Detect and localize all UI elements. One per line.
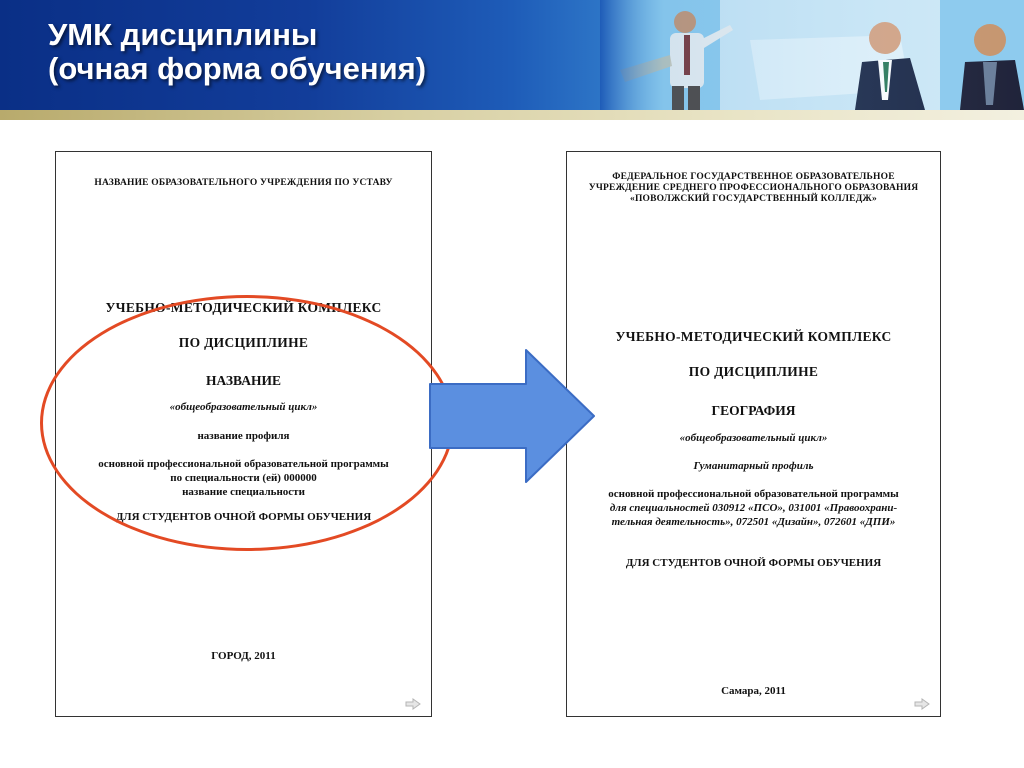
institution-name: НАЗВАНИЕ ОБРАЗОВАТЕЛЬНОГО УЧРЕЖДЕНИЯ ПО УСТАВУ [94, 178, 393, 188]
next-page-arrow-icon[interactable] [914, 698, 930, 710]
institution-line-1: ФЕДЕРАЛЬНОЕ ГОСУДАРСТВЕННОЕ ОБРАЗОВАТЕЛЬНОЕ [612, 172, 895, 182]
audience-text: ДЛЯ СТУДЕНТОВ ОЧНОЙ ФОРМЫ ОБУЧЕНИЯ [115, 511, 372, 523]
document-heading: УЧЕБНО-МЕТОДИЧЕСКИЙ КОМПЛЕКС [615, 329, 892, 344]
right-arrow-icon [428, 348, 598, 484]
institution-line-2: УЧРЕЖДЕНИЕ СРЕДНЕГО ПРОФЕССИОНАЛЬНОГО ОБРАЗОВАНИЯ [588, 183, 919, 193]
template-title-page [55, 151, 432, 717]
next-page-arrow-icon[interactable] [405, 698, 421, 710]
program-line-3: тельная деятельность», 072501 «Дизайн», 072601 «ДПИ» [611, 516, 896, 528]
institution-line-3: «ПОВОЛЖСКИЙ ГОСУДАРСТВЕННЫЙ КОЛЛЕДЖ» [630, 194, 877, 204]
program-line-1: основной профессиональной образовательной программы [98, 458, 389, 470]
cycle-name: «общеобразовательный цикл» [679, 432, 828, 444]
program-line-2: по специальности (ей) 000000 [170, 472, 317, 484]
program-line-1: основной профессиональной образовательной программы [608, 488, 899, 500]
discipline-name: ГЕОГРАФИЯ [711, 403, 796, 418]
cycle-name: «общеобразовательный цикл» [169, 401, 318, 413]
example-title-page [566, 151, 941, 717]
profile-name: название профиля [197, 430, 290, 442]
audience-text: ДЛЯ СТУДЕНТОВ ОЧНОЙ ФОРМЫ ОБУЧЕНИЯ [625, 557, 882, 569]
business-people-photo [600, 0, 1024, 110]
program-line-3: название специальности [182, 486, 305, 498]
discipline-name: НАЗВАНИЕ [206, 373, 281, 388]
document-subheading: ПО ДИСЦИПЛИНЕ [178, 335, 309, 350]
document-subheading: ПО ДИСЦИПЛИНЕ [688, 364, 819, 379]
program-line-2: для специальностей 030912 «ПСО», 031001 «Правоохрани- [609, 502, 898, 514]
slide-title-line1: УМК дисциплины [48, 17, 318, 52]
header-stripe [0, 110, 1024, 120]
profile-name: Гуманитарный профиль [693, 460, 814, 472]
city-year: ГОРОД, 2011 [211, 650, 276, 662]
header-banner [0, 0, 1024, 110]
slide-title-line2: (очная форма обучения) [48, 51, 427, 86]
slide-title [48, 18, 426, 86]
city-year: Самара, 2011 [721, 685, 786, 697]
document-heading: УЧЕБНО-МЕТОДИЧЕСКИЙ КОМПЛЕКС [105, 300, 382, 315]
